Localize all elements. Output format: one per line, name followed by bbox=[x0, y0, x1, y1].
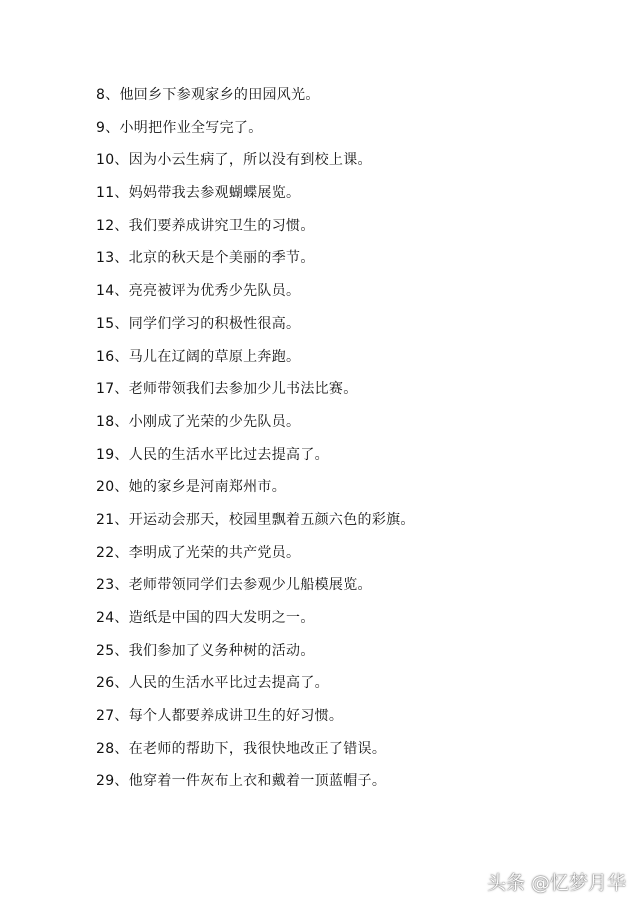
sentence-item: 20、她的家乡是河南郑州市。 bbox=[96, 479, 287, 496]
sentence-item: 26、人民的生活水平比过去提高了。 bbox=[96, 675, 329, 692]
sentence-item: 12、我们要养成讲究卫生的习惯。 bbox=[96, 217, 315, 234]
sentence-item: 15、同学们学习的积极性很高。 bbox=[96, 315, 301, 332]
sentence-item: 27、每个人都要养成讲卫生的好习惯。 bbox=[96, 708, 344, 725]
sentence-item: 29、他穿着一件灰布上衣和戴着一顶蓝帽子。 bbox=[96, 773, 387, 790]
sentence-item: 11、妈妈带我去参观蝴蝶展览。 bbox=[96, 185, 301, 202]
sentence-item: 22、李明成了光荣的共产党员。 bbox=[96, 544, 301, 561]
sentence-item: 21、开运动会那天，校园里飘着五颜六色的彩旗。 bbox=[96, 511, 415, 528]
sentence-item: 10、因为小云生病了，所以没有到校上课。 bbox=[96, 152, 372, 169]
sentence-item: 24、造纸是中国的四大发明之一。 bbox=[96, 610, 315, 626]
watermark: 头条 @忆梦月华 bbox=[486, 872, 626, 894]
sentence-item: 28、在老师的帮助下，我很快地改正了错误。 bbox=[96, 740, 387, 757]
sentence-item: 25、我们参加了义务种树的活动。 bbox=[96, 642, 315, 659]
sentence-item: 9、小明把作业全写完了。 bbox=[96, 119, 263, 136]
sentence-item: 13、北京的秋天是个美丽的季节。 bbox=[96, 250, 315, 267]
sentence-item: 8、他回乡下参观家乡的田园风光。 bbox=[96, 87, 320, 103]
sentence-list bbox=[96, 84, 415, 803]
sentence-item: 14、亮亮被评为优秀少先队员。 bbox=[96, 283, 301, 300]
sentence-item: 18、小刚成了光荣的少先队员。 bbox=[96, 413, 301, 430]
sentence-item: 23、老师带领同学们去参观少儿船模展览。 bbox=[96, 577, 372, 594]
sentence-item: 19、人民的生活水平比过去提高了。 bbox=[96, 446, 329, 463]
sentence-item: 16、马儿在辽阔的草原上奔跑。 bbox=[96, 348, 301, 365]
sentence-item: 17、老师带领我们去参加少儿书法比赛。 bbox=[96, 381, 358, 398]
